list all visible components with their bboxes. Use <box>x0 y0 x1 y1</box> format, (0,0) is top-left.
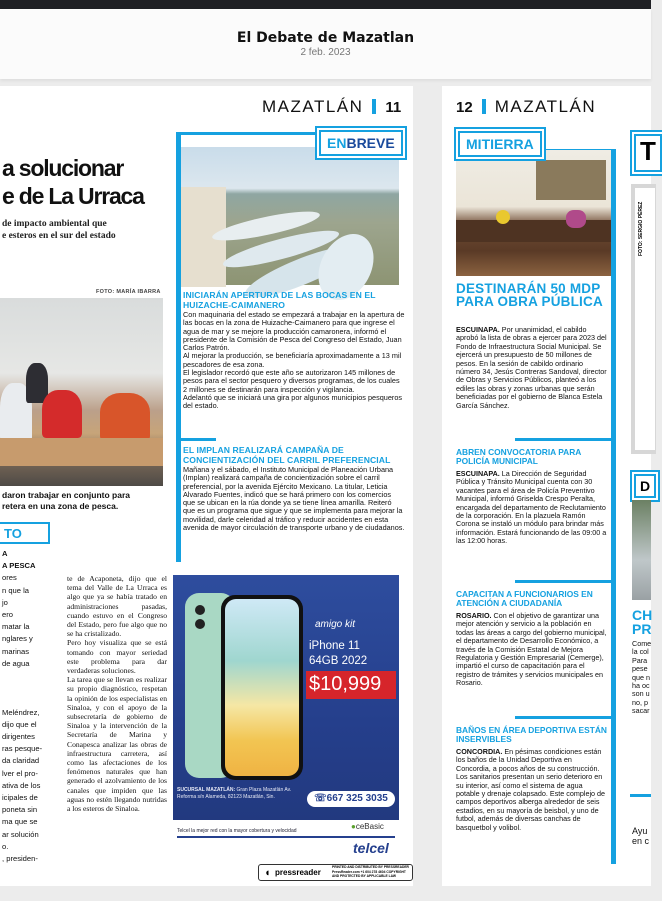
branch-label: SUCURSAL MAZATLÁN: <box>177 787 236 793</box>
text-line: n que la <box>2 585 30 595</box>
caption-line: daron trabajar en conjunto para <box>2 490 130 500</box>
article-column-left <box>2 548 64 865</box>
brief-title: ABREN CONVOCATORIA PARA POLICÍA MUNICIPAL <box>456 447 582 467</box>
issue-date[interactable]: 2 feb. 2023 <box>300 47 351 58</box>
mitierra-frame-rule <box>611 149 616 864</box>
main-headline <box>2 154 168 210</box>
page-masthead <box>456 97 596 117</box>
lead-title: DESTINARÁN 50 MDP PARA OBRA PÚBLICA <box>456 281 603 309</box>
body-text: En pésimas condiciones están los baños de la Unidad Deportiva en Concordia, a pocos años de su construcción. Los sanitarios presentan un serio deterioro en su interior, así como el sistema de agua potable y drenaje colapsado. Este complejo de campos deportivos alberga alrededor de seis estadios, en su mayoría de beisbol, y uno de futbol, además de diversas canchas de basquetbol y volibol. <box>456 747 606 832</box>
text-line: ativa de los <box>2 780 41 790</box>
subhead-line: de impacto ambiental que <box>2 219 107 229</box>
text-line: A <box>2 549 8 558</box>
ad-footer <box>173 820 399 860</box>
edge-headline <box>632 608 652 636</box>
pressreader-logo: pressreader <box>275 868 321 877</box>
brief-body <box>456 470 608 546</box>
ad-branch <box>177 787 303 800</box>
dateline: ESCUINAPA. <box>456 325 500 334</box>
text-line: , presiden- <box>2 854 38 864</box>
edge-rule <box>630 794 651 797</box>
ad-phone <box>307 791 395 807</box>
body-text: Con el objetivo de garantizar una mejor atención y servicio a la población en todas las áreas a cargo del gobierno municipal, el departamento de Desarrollo Económico, a través de la Comisión Estatal de Mejora Regulatoria y Gestión Empresarial (Cemerge), impartió el curso de capacitación para el registro de trámites y servicios municipales en Rosario. <box>456 611 607 688</box>
ad-tagline: Telcel la mejor red con la mayor cobertura y velocidad <box>177 828 297 834</box>
text-line: ero <box>2 610 13 620</box>
text-line: de agua <box>2 658 30 668</box>
text-line <box>2 682 64 694</box>
headline-line: CH <box>632 607 653 623</box>
brief-title: CAPACITAN A FUNCIONARIOS EN ATENCIÓN A CIUDADANÍA <box>456 589 593 609</box>
text-line: sacar <box>632 706 650 716</box>
cebasic-logo: ●ceBasic <box>351 822 384 831</box>
pressreader-logo-icon: ◖ <box>264 867 271 879</box>
boats-photo <box>181 147 399 285</box>
text-line: ores <box>2 573 17 583</box>
iphone-advertisement[interactable] <box>173 575 399 820</box>
tag-suffix: BREVE <box>346 135 395 151</box>
page-masthead <box>262 97 401 117</box>
text-line: Ayu <box>632 826 648 836</box>
edge-photo-credit: FOTO: SERGIO PÉREZ <box>638 201 644 256</box>
mitierra-tag <box>458 131 542 157</box>
masthead-divider <box>372 99 376 114</box>
body-text: La Dirección de Seguridad Pública y Tránsito Municipal cuenta con 30 vacantes para el área de Policía Preventivo Municipal, informó Griselda Crespo Peralta, encargada del departamento de Reclutamiento de la corporación. En la plazuela Ramón Corona se instaló un módulo para brindar más información. Estará funcionando de las 09:00 a las 12:00 horas. <box>456 469 607 546</box>
brief-title: BAÑOS EN ÁREA DEPORTIVA ESTÁN INSERVIBLES <box>456 725 607 745</box>
text-line: ha oc <box>632 681 650 691</box>
lead-body <box>456 326 608 410</box>
enbreve-tag <box>319 130 403 156</box>
publication-title: El Debate de Mazatlan <box>236 30 415 46</box>
ad-model <box>309 639 367 669</box>
body-text: Por unanimidad, el cabildo aprobó la lista de obras a ejercer para 2023 del Fondo de Infraestructura Social Municipal. Se ejercerá un presupuesto de 50 millones de pesos. En la sesión de cabildo ordinario número 34, Jesús Contreras Sandoval, director de Obras y Servicios Públicos, planteó a los ediles las obras y zonas urbanas que serán beneficiadas por el gobierno de Blanca Estela García Sánchez. <box>456 325 607 410</box>
dateline: CONCORDIA. <box>456 747 503 756</box>
text-line: pese <box>632 664 648 674</box>
article-column-middle: te de Acaponeta, dijo que el tema del Valle de La Urraca es algo que ya se había tratado en administraciones pasadas, cuando estuvo en el Congreso del Estado, pero fue algo que no se ha cristalizado. Pero hoy visualiza que se está tomando con mayor seriedad este problema para dar verdaderas soluciones. La tarea que se llevan es realizar su propio diagnóstico, respetan la opinión de los especialistas en Sinaloa, y con el apoyo de la subsecretaría de gobierno de Sinaloa y la intervención de la Secretaría de Marina y Conapesca analizar las obras de infraestructura carretera, así como las afectaciones de los fenómenos naturales que han generado el azolvamiento de los canales que impiden que las aguas no estén llegando nutridas a los esteros de Sinaloa. <box>67 574 167 814</box>
text-line: Meléndrez, <box>2 707 40 717</box>
text-line: ras pesque- <box>2 744 43 754</box>
dateline: ESCUINAPA. <box>456 469 500 478</box>
text-line: A PESCA <box>2 561 36 571</box>
section-name: MAZATLÁN <box>494 97 597 116</box>
headline-line: a solucionar <box>2 155 124 181</box>
page-number: 12 <box>456 99 473 116</box>
text-line: que n <box>632 672 650 682</box>
browser-top-bar <box>0 0 651 9</box>
brief-title: EL IMPLAN REALIZARÁ CAMPAÑA DE CONCIENTIZACIÓN DEL CARRIL PREFERENCIAL <box>183 445 391 465</box>
photo-credit: FOTO: MARÍA IBARRA <box>96 289 161 295</box>
phone-number: 667 325 3035 <box>326 793 388 804</box>
section-box-label: TO <box>0 522 50 544</box>
text-line: matar la <box>2 622 30 632</box>
text-line: ar solución <box>2 829 39 839</box>
text-line: ma que se <box>2 817 38 827</box>
caption-line: retera en una zona de pesca. <box>2 501 119 511</box>
text-line <box>2 694 64 706</box>
edge-body <box>632 640 651 716</box>
pressreader-notice: PRINTED AND DISTRIBUTED BY PRESSREADER PressReader.com +1 604 278 4604 COPYRIGHT AND PROTECTED BY APPLICABLE LAW <box>332 865 409 879</box>
brief-rule <box>515 716 611 719</box>
pressreader-badge[interactable] <box>258 864 413 881</box>
masthead-divider <box>482 99 486 114</box>
tag-suffix: TIERRA <box>481 136 534 152</box>
text-line: dirigentes <box>2 732 35 742</box>
brief-body: Mañana y el sábado, el Instituto Municipal de Planeación Urbana (Implan) realizará campaña de concientización sobre el carril preferencial, por la avenida Ejército Mexicano. La titular, Leticia Alvarado Fuentes, indicó que se hará primero con los comercios que se ubican en la rúa donde ya se tiene línea amarilla. Reiteró que es un programa que sigue y que se implementa para mejorar la movilidad, darle celeridad al tráfico y reducir accidentes en esta avenida de mayor circulación de transporte urbano y de ciudadanos. <box>183 465 405 533</box>
brief-body: Con maquinaria del estado se empezará a trabajar en la apertura de las bocas en la zona de Huizache-Caimanero para que ingrese el agua de mar y se mejore la producción camaronera, informó el presidente de la Comisión de Pesca del Congreso del Estado, Juan Carlos Patrón. Al mejorar la producción, se beneficiaría aproximadamente a 13 mil pescadores de esa zona. El legislador recordó que este año se autorizaron 145 millones de pesos para el sector pesquero y diversos programas, de los cuales 2 millones se destinarán para inspección y vigilancia. Adelantó que se iniciará una gira por algunos municipios pesqueros del estado. <box>183 310 405 411</box>
edge-tag: T <box>634 134 662 172</box>
subheadline <box>2 218 168 242</box>
brief-body <box>456 748 608 832</box>
section-name: MAZATLÁN <box>262 97 364 116</box>
text-line <box>2 670 64 682</box>
brief-rule <box>515 580 611 583</box>
text-line: jo <box>2 597 8 607</box>
edge-tag: D <box>634 474 656 498</box>
newspaper-page-12[interactable] <box>442 86 656 886</box>
newspaper-page-11[interactable] <box>0 86 413 886</box>
meeting-photo <box>0 298 163 486</box>
amigo-kit-logo: amigo kit <box>315 619 356 630</box>
text-line: poneta sin <box>2 805 38 815</box>
text-line: marinas <box>2 646 30 656</box>
page-number: 11 <box>385 99 402 116</box>
subhead-line: e esteros en el sur del estado <box>2 231 116 241</box>
text-line: o. <box>2 841 9 851</box>
headline-line: PR <box>632 621 652 637</box>
branch-address: Gran Plaza Mazatlán Av. Reforma s/n Alameda, 82123 Mazatlán, Sin. <box>177 787 292 800</box>
cabildo-photo <box>456 150 611 276</box>
text-line: son u <box>632 689 650 699</box>
text-line: Come <box>632 639 652 648</box>
text-line: Para <box>632 655 648 665</box>
text-line: lver el pro- <box>2 768 38 778</box>
text-line: nglares y <box>2 634 33 644</box>
dateline: ROSARIO. <box>456 611 492 620</box>
brief-title: INICIARÁN APERTURA DE LAS BOCAS EN EL HUIZACHE-CAIMANERO <box>183 290 376 310</box>
tag-prefix: EN <box>327 135 347 151</box>
phone-icon: ☏ <box>314 793 327 804</box>
partner-name: ceBasic <box>355 822 384 831</box>
model-line: 64GB 2022 <box>309 655 368 667</box>
tag-prefix: MI <box>466 136 482 152</box>
text-line: dijo que el <box>2 719 37 729</box>
edge-photo <box>632 500 651 600</box>
text-line: da claridad <box>2 756 40 766</box>
brief-body <box>456 612 608 688</box>
reader-header <box>0 9 651 79</box>
text-line: la col <box>632 647 649 657</box>
brief-rule <box>176 438 216 441</box>
text-line: en c <box>632 836 650 846</box>
edge-footer <box>632 826 651 846</box>
text-line: no, p <box>632 697 648 707</box>
ad-price: $10,999 <box>306 671 396 699</box>
headline-line: e de La Urraca <box>2 183 144 209</box>
model-line: iPhone 11 <box>309 640 360 652</box>
telcel-logo: telcel <box>353 840 389 856</box>
text-line: icipales de <box>2 793 38 803</box>
photo-caption <box>2 490 166 512</box>
brief-rule <box>515 438 611 441</box>
enbreve-top-rule <box>176 132 316 135</box>
